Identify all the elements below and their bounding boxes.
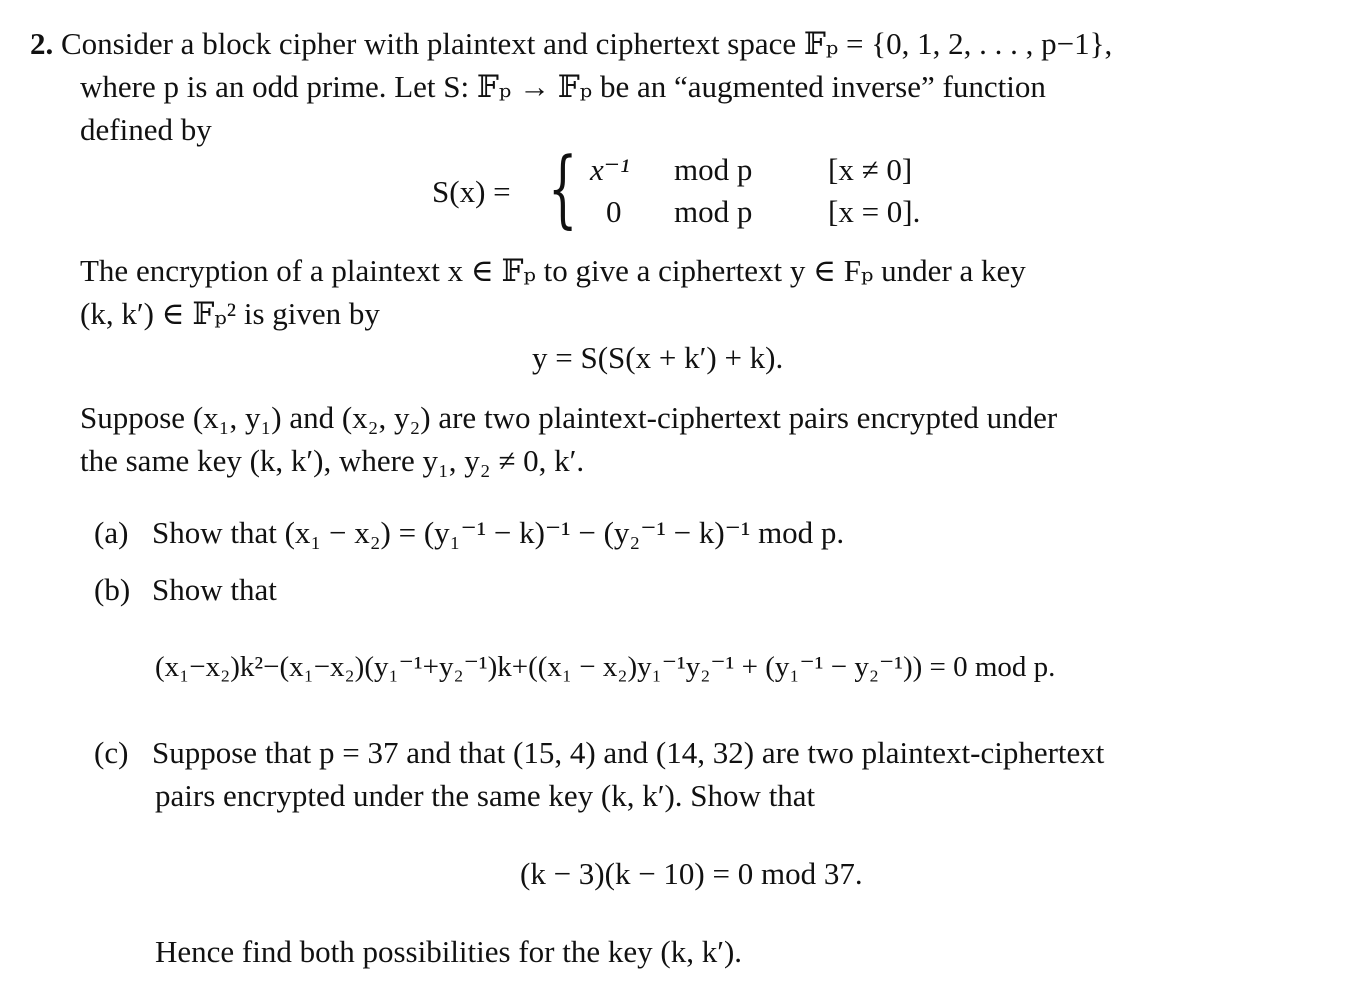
encryption-line-2: (k, k′) ∈ 𝔽ₚ² is given by <box>80 296 380 331</box>
part-b <box>94 570 277 610</box>
definition-case1-expr: x⁻¹ <box>590 152 630 187</box>
part-c-line-1: Suppose that p = 37 and that (15, 4) and (14, 32) are two plaintext-ciphertext <box>152 735 1105 770</box>
part-b-label: (b) <box>94 572 131 607</box>
definition-case2-expr: 0 <box>606 194 622 229</box>
suppose-line-1: Suppose (x₁, y₁) and (x₂, y₂) are two plaintext-ciphertext pairs encrypted under <box>80 400 1058 435</box>
part-c-final: Hence find both possibilities for the key (k, k′). <box>155 934 743 969</box>
definition-case2-mod: mod p <box>674 194 753 229</box>
part-c-label: (c) <box>94 735 129 770</box>
part-c <box>94 733 1104 773</box>
intro-line-3: defined by <box>80 112 212 147</box>
part-a-text: Show that (x₁ − x₂) = (y₁⁻¹ − k)⁻¹ − (y₂⁻¹ − k)⁻¹ mod p. <box>152 515 845 550</box>
problem-intro-line-1 <box>30 24 1112 64</box>
intro-line-1-text: Consider a block cipher with plaintext and ciphertext space 𝔽ₚ = {0, 1, 2, . . . , p−1}, <box>61 26 1113 61</box>
suppose-line-2: the same key (k, k′), where y₁, y₂ ≠ 0, k′. <box>80 443 585 478</box>
problem-number: 2. <box>30 26 54 61</box>
part-a-label: (a) <box>94 515 129 550</box>
definition-case1-cond: [x ≠ 0] <box>828 152 913 187</box>
part-c-formula: (k − 3)(k − 10) = 0 mod 37. <box>520 856 863 891</box>
encryption-line-1: The encryption of a plaintext x ∈ 𝔽ₚ to give a ciphertext y ∈ Fₚ under a key <box>80 253 1026 288</box>
encryption-formula: y = S(S(x + k′) + k). <box>532 340 784 375</box>
definition-case2-cond: [x = 0]. <box>828 194 921 229</box>
part-b-text: Show that <box>152 572 277 607</box>
intro-line-2: where p is an odd prime. Let S: 𝔽ₚ → 𝔽ₚ be an “augmented inverse” function <box>80 69 1046 104</box>
part-c-line-2: pairs encrypted under the same key (k, k′). Show that <box>155 778 816 813</box>
part-b-formula: (x₁−x₂)k²−(x₁−x₂)(y₁⁻¹+y₂⁻¹)k+((x₁ − x₂)y₁⁻¹y₂⁻¹ + (y₁⁻¹ − y₂⁻¹)) = 0 mod p. <box>155 651 1056 683</box>
definition-case1-mod: mod p <box>674 152 753 187</box>
definition-brace: { <box>548 139 578 237</box>
definition-lhs: S(x) = <box>432 174 511 209</box>
part-a <box>94 513 844 553</box>
